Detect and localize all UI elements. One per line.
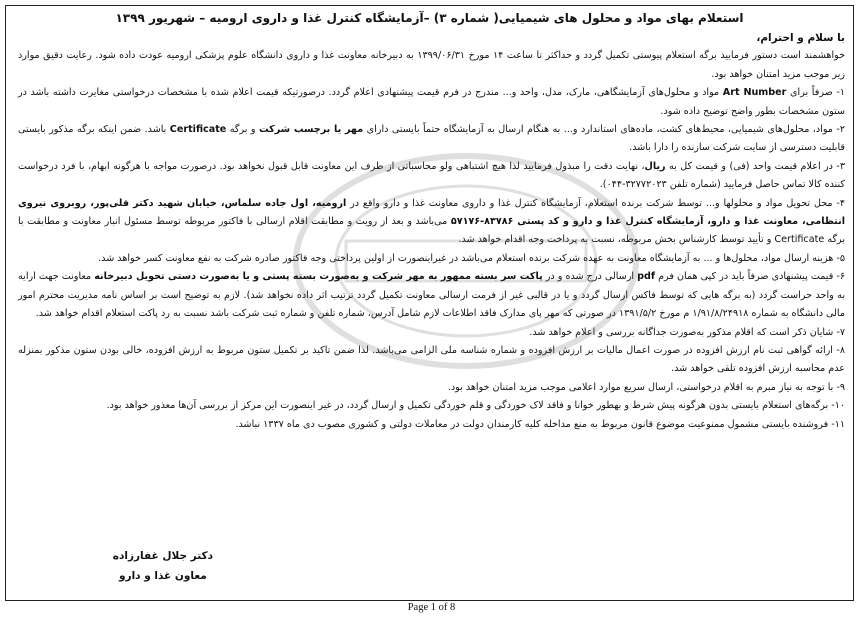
list-item: ۱۰- برگه‌های استعلام بایستی بدون هرگونه پیش شرط و بهطور خوانا و فاقد لاک خوردگی و قلم خوردگی تکمیل و ارسال گردد، در غیر اینصورت این مرکز از بررسی آن‌ها معذور خواهد بود.	[106, 400, 845, 412]
list-item: ۸- ارائه گواهی ثبت نام ارزش افزوده در صورت اعمال مالیات بر ارزش افزوده و شماره شناسه ملی الزامی می‌باشد. لذا ضمن تاکید بر تکمیل ستون مربوط به ارزش افزوده، خالی بودن ستون مذکور بمنزله عدم محاسبه ارزش افزوده تلقی خواهد شد.	[18, 344, 845, 375]
list-item: ۱- صرفاً برای Art Number مواد و محلول‌های آزمایشگاهی، مارک، مدل، واحد و... مندرج در فرم قیمت پیشنهادی اعلام گردد. درصورتیکه قیمت اعلام شده با مشخصات درخواستی مغایرت داشته باشد در ستون مشخصات بطور واضح توضیح داده شود.	[18, 87, 845, 117]
document-page	[5, 5, 854, 601]
intro-paragraph: خواهشمند است دستور فرمایید برگه استعلام پیوستی تکمیل گردد و حداکثر تا ساعت ۱۴ مورخ ۱۳۹۹/۰۶/۳۱ به دبیرخانه معاونت غذا و داروی دانشگاه علوم پزشکی ارومیه عودت داده شود. رعایت دقیق موارد زیر موجب مزید امتنان خواهد بود.	[18, 50, 845, 80]
list-item: ۴- محل تحویل مواد و محلولها و... توسط شرکت برنده استعلام، آزمایشگاه کنترل غذا و داروی معاونت غذا و دارو واقع در ارومیه، اول جاده سلماس، خیابان شهید دکتر قلی‌پور، روبروی نیروی انتظامی، معاونت غذا و دارو، آزمایشگاه کنترل غذا و دارو و کد پستی ۸۳۷۸۶-۵۷۱۷۶ می‌باشد و بعد از رویت و مطابقت اقلام ارسالی با فاکتور مربوطه توسط مسئول انبار معاونت و مطابقت با برگه Certificate و تأیید توسط کارشناس بخش مربوطه، نسبت به پرداخت وجه اقدام خواهد شد.	[18, 197, 845, 246]
greeting: با سلام و احترام،	[756, 32, 845, 44]
document-title: استعلام بهای مواد و محلول های شیمیایی( شماره ۳) –آزمایشگاه کنترل غذا و داروی ارومیه – شهریور ۱۳۹۹	[115, 11, 744, 25]
signer-name: دکتر جلال غفارزاده	[112, 550, 213, 562]
list-item: ۵- هزینه ارسال مواد، محلول‌ها و ... به آزمایشگاه معاونت به عهده شرکت برنده استعلام می‌باشد در غیراینصورت از اولین پرداختی وجه فاکتور صادره شرکت به نفع معاونت کسر خواهد شد.	[98, 252, 845, 264]
document-body	[6, 29, 853, 434]
list-item: ۷- شایان ذکر است که اقلام مذکور به‌صورت جداگانه بررسی و اعلام خواهد شد.	[529, 326, 845, 338]
list-item: ۹- با توجه به نیاز مبرم به اقلام درخواستی، ارسال سریع موارد اعلامی موجب مزید امتنان خواهد بود.	[447, 381, 845, 393]
list-item: ۲- مواد، محلول‌های شیمیایی، محیط‌های کشت، ماده‌های استاندارد و... به هنگام ارسال به آزمایشگاه حتماً بایستی دارای مهر یا برچسب شرکت و برگه Certificate باشد. ضمن اینکه برگه مذکور بایستی قابلیت دسترسی از سایت شرکت سازنده را دارا باشد.	[18, 124, 845, 154]
list-item: ۳- در اعلام قیمت واحد (فی) و قیمت کل به ریال، نهایت دقت را مبذول فرمایید لذا هیچ اشتباهی ولو محاسباتی از طرف این معاونت قابل قبول نخواهد بود. درصورت مواجه با هرگونه ابهام، با فرد درخواست کننده کالا تماس حاصل فرمایید (شماره تلفن ۳۲۷۷۲۰۲۳-۰۴۴).	[18, 160, 845, 191]
page-footer: Page 1 of 8	[407, 602, 456, 613]
list-item: ۶- قیمت پیشنهادی صرفاً باید در کپی همان فرم pdf ارسالی درج شده و در پاکت سر بسته ممهور به مهر شرکت و به‌صورت بسته پستی و یا به‌صورت دستی تحویل دبیرخانه معاونت جهت ارایه به واحد حراست گردد (به برگه هایی که توسط فاکس ارسال گردد و یا در قالبی غیر از فرمت ارسالی معاونت تکمیل گردد ترتیب اثر داده نخواهد شد). لازم به توضیح است بر اساس نامه مدیریت محترم امور مالی دانشگاه به شماره ۱/۹۱/۸/۲۴۹۱۸ م مورخ ۱۳۹۱/۵/۲ در صورتی که مهر پای مدارک فاقد اطلاعات لازم شامل آدرس، شماره تلفن و شماره ثبت شرکت باشد نسبت به رد پاکت استعلام اقدام خواهد شد.	[18, 271, 845, 320]
signature-block	[113, 546, 213, 586]
list-item: ۱۱- فروشنده بایستی مشمول ممنوعیت موضوع قانون مربوط به منع مداخله کلیه کارمندان دولت در معاملات دولتی و کشوری مصوب دی ماه ۱۳۳۷ نباشد.	[235, 418, 845, 430]
signer-role: معاون غذا و دارو	[119, 570, 207, 582]
